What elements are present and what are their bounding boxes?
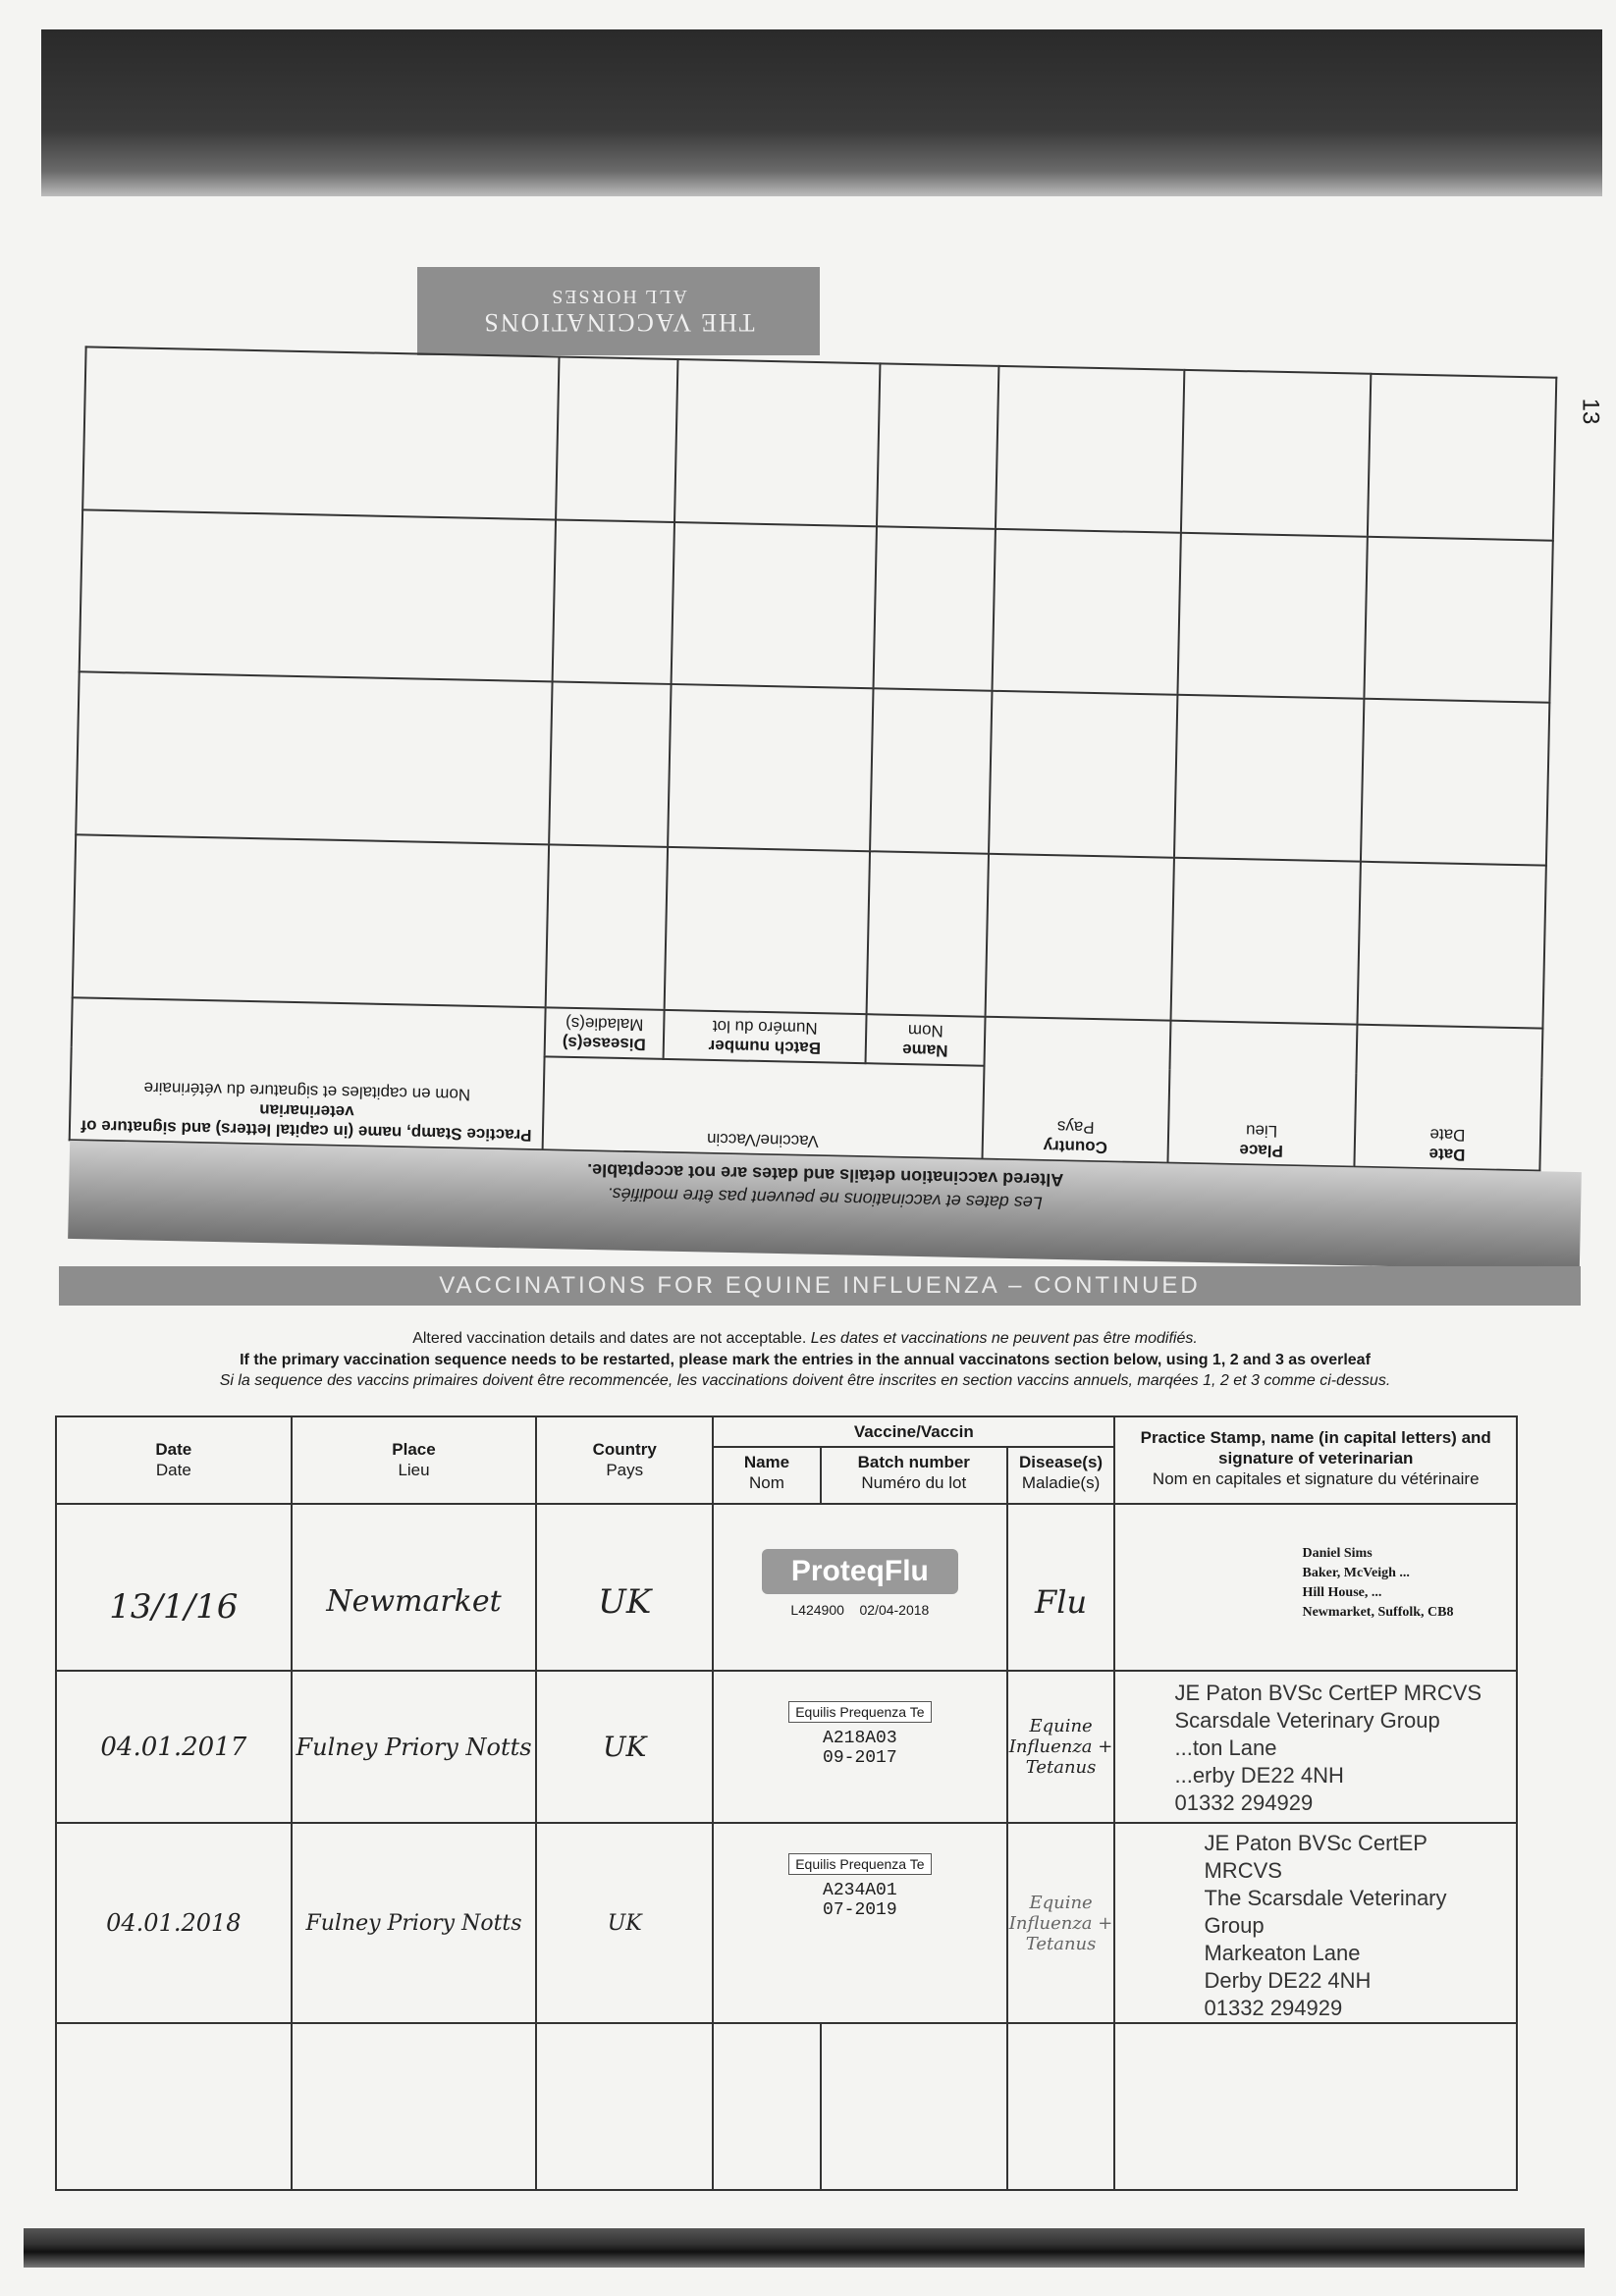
stamp-line: JE Paton BVSc CertEP MRCVS: [1174, 1681, 1482, 1705]
blank-row: [80, 509, 1553, 703]
header-batch: Batch number Numéro du lot: [821, 1447, 1007, 1504]
header-place: Place Lieu: [292, 1416, 537, 1504]
tab-line-2: ALL HORSES: [550, 286, 687, 308]
batch-expiry: 09-2017: [823, 1748, 897, 1768]
cell-place: Fulney Priory Notts: [292, 1823, 537, 2023]
cell-disease: Equine Influenza + Tetanus: [1007, 1671, 1115, 1823]
cell-practice-stamp: [1114, 1823, 1517, 2023]
cell-date: 13/1/16: [56, 1504, 292, 1671]
col-practice: Practice Stamp, name (in capital letters) and signature of veterinarian Nom en capitales et signature du vétérinaire: [70, 997, 546, 1149]
header-practice: Practice Stamp, name (in capital letters) and signature of veterinarian Nom en capitales et signature du vétérinaire: [1114, 1416, 1517, 1504]
col-disease: Disease(s) Maladie(s): [545, 1007, 665, 1059]
section-banner: VACCINATIONS FOR EQUINE INFLUENZA – CONTINUED: [59, 1266, 1581, 1306]
scanned-dark-band: [41, 29, 1602, 196]
cell-practice-stamp: [1114, 1504, 1517, 1671]
batch-number: A218A03: [823, 1729, 897, 1748]
cell-place: [292, 2023, 537, 2190]
cell-disease: [1007, 2023, 1115, 2190]
tab-line-1: THE VACCINATIONS: [482, 308, 755, 338]
stamp-line: ...erby DE22 4NH: [1174, 1763, 1344, 1788]
cell-practice-stamp: [1114, 1671, 1517, 1823]
batch-number: A234A01: [823, 1881, 897, 1900]
cell-batch: [821, 2023, 1007, 2190]
cell-place: Newmarket: [292, 1504, 537, 1671]
blank-row: [73, 835, 1546, 1029]
stamp-line: The Scarsdale Veterinary Group: [1204, 1886, 1447, 1938]
upside-notice-en: Altered vaccination details and dates are not acceptable.: [586, 1159, 1064, 1191]
stamp-line: Newmarket, Suffolk, CB8: [1302, 1605, 1454, 1620]
table-row: [56, 1823, 1517, 2023]
upside-notice-fr: Les dates et vaccinations ne peuvent pas être modifiés.: [607, 1184, 1043, 1213]
upside-down-section-tab: [417, 267, 820, 355]
vaccine-label-name: Equilis Prequenza Te: [788, 1701, 931, 1723]
stamp-line: JE Paton BVSc CertEP MRCVS: [1204, 1831, 1427, 1883]
col-vaccine: Vaccine/Vaccin: [543, 1056, 985, 1158]
stamp-line: Daniel Sims: [1302, 1546, 1373, 1561]
notice-line-2: If the primary vaccination sequence needs to be restarted, please mark the entries in the annual vaccinatons section below, using 1, 2 and 3 as overleaf: [240, 1352, 1371, 1368]
cell-practice-stamp: [1114, 2023, 1517, 2190]
table-row: [56, 1671, 1517, 1823]
cell-vaccine-label: [713, 1504, 1007, 1671]
cell-name: [713, 2023, 821, 2190]
batch-expiry: 02/04-2018: [859, 1602, 930, 1618]
cell-place: Fulney Priory Notts: [292, 1671, 537, 1823]
vaccine-label-name: ProteqFlu: [762, 1549, 958, 1594]
col-country: Country Pays: [982, 1017, 1170, 1163]
cell-date: [56, 2023, 292, 2190]
stamp-line: Derby DE22 4NH: [1204, 1968, 1372, 1993]
stamp-line: ...ton Lane: [1174, 1735, 1277, 1760]
cell-disease: Equine Influenza + Tetanus: [1007, 1823, 1115, 2023]
vaccination-table: [55, 1415, 1518, 2191]
cell-date: 04.01.2017: [56, 1671, 292, 1823]
header-vaccine: Vaccine/Vaccin: [713, 1416, 1114, 1447]
cell-country: UK: [536, 1823, 713, 2023]
header-date: Date Date: [56, 1416, 292, 1504]
cell-date: 04.01.2018: [56, 1823, 292, 2023]
batch-number: L424900: [790, 1602, 844, 1618]
col-name: Name Nom: [866, 1014, 986, 1066]
cell-country: UK: [536, 1504, 713, 1671]
vaccine-label-name: Equilis Prequenza Te: [788, 1853, 931, 1875]
cell-country: [536, 2023, 713, 2190]
blank-row: [76, 672, 1549, 866]
notice-line-1: Altered vaccination details and dates are not acceptable. Les dates et vaccinations ne peuvent pas être modifiés.: [412, 1330, 1198, 1347]
stamp-line: Hill House, ...: [1302, 1585, 1382, 1600]
cell-disease: Flu: [1007, 1504, 1115, 1671]
page-number: 13: [1577, 398, 1604, 425]
col-batch: Batch number Numéro du lot: [663, 1010, 867, 1063]
cell-vaccine-label: [713, 1823, 1007, 2023]
bottom-scan-band: [24, 2228, 1585, 2268]
col-date: Date Date: [1354, 1025, 1542, 1171]
stamp-line: Markeaton Lane: [1204, 1941, 1361, 1965]
upside-down-vaccination-table: [69, 346, 1558, 1171]
stamp-line: Scarsdale Veterinary Group: [1174, 1708, 1440, 1733]
header-name: Name Nom: [713, 1447, 821, 1504]
table-row: [56, 2023, 1517, 2190]
notice-line-3: Si la sequence des vaccins primaires doivent être recommencée, les vaccinations doivent être inscrites en section vaccins annuels, marqées 1, 2 et 3 comme ci-dessus.: [219, 1372, 1391, 1389]
stamp-line: Baker, McVeigh ...: [1302, 1566, 1410, 1580]
stamp-line: 01332 294929: [1174, 1790, 1314, 1815]
header-disease: Disease(s) Maladie(s): [1007, 1447, 1115, 1504]
batch-expiry: 07-2019: [823, 1900, 897, 1920]
header-country: Country Pays: [536, 1416, 713, 1504]
table-row: [56, 1504, 1517, 1671]
blank-row: [82, 347, 1556, 540]
col-place: Place Lieu: [1168, 1021, 1357, 1167]
cell-country: UK: [536, 1671, 713, 1823]
stamp-line: 01332 294929: [1204, 1996, 1343, 2020]
cell-vaccine-label: [713, 1671, 1007, 1823]
